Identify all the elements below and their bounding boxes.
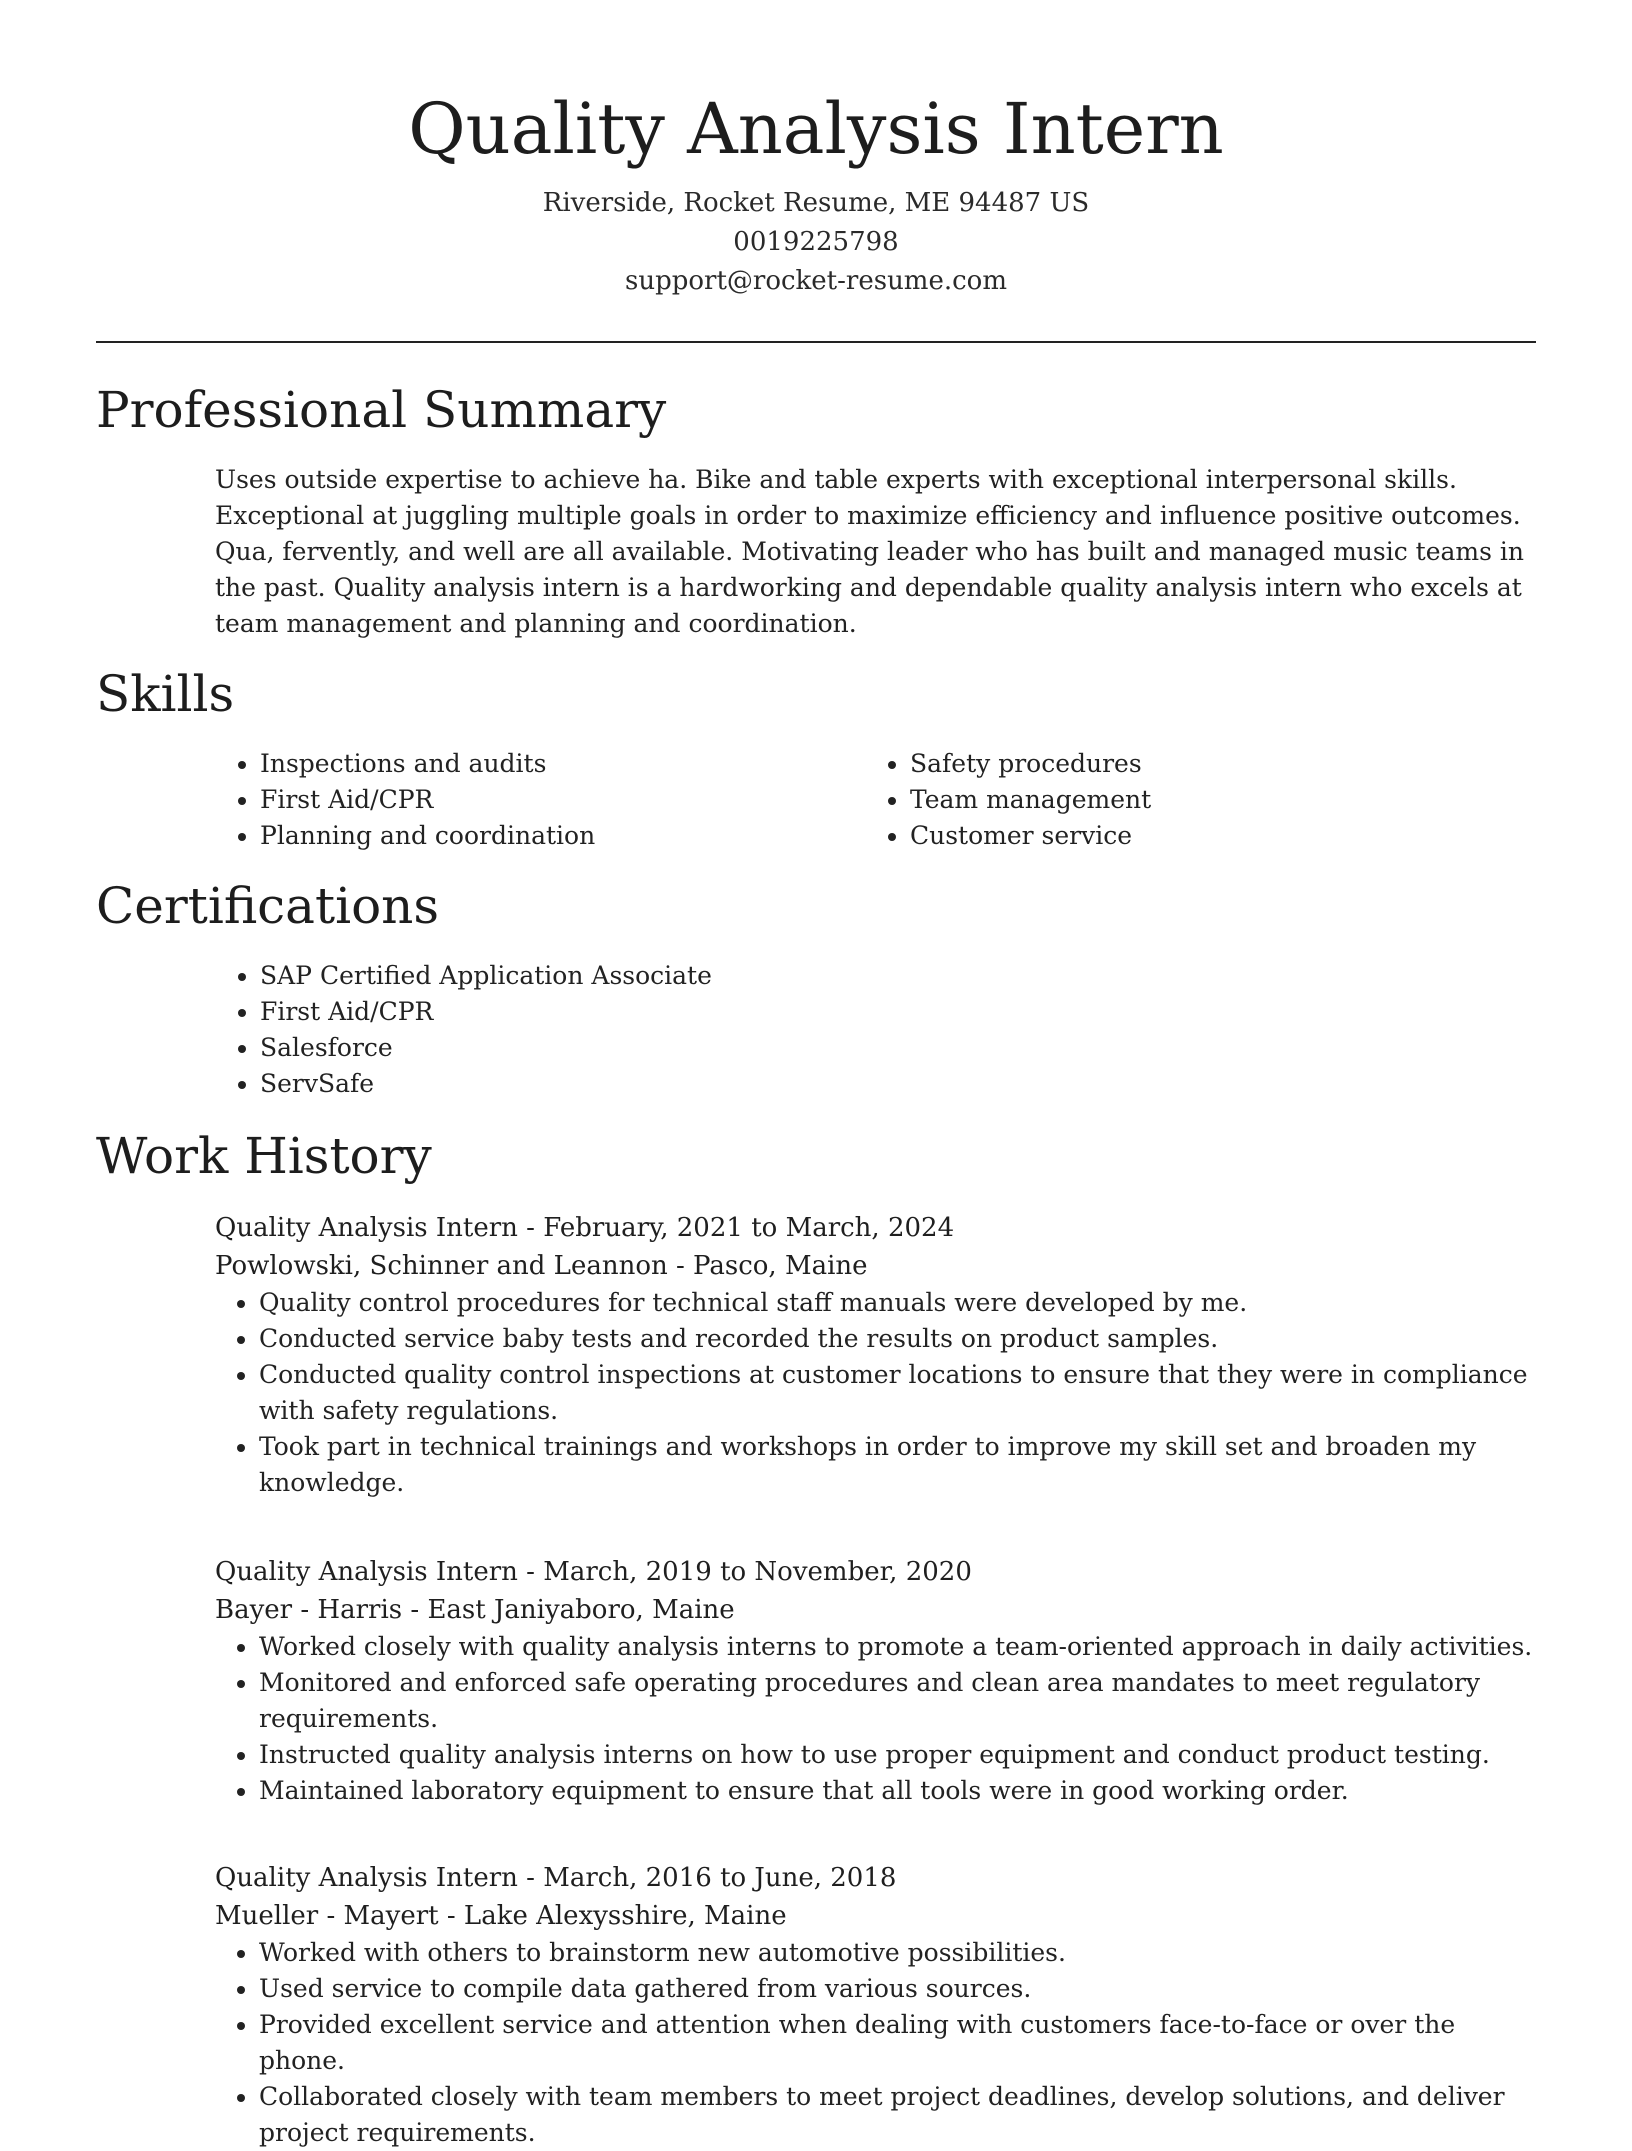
job-title-line: Quality Analysis Intern - March, 2016 to June, 2018 xyxy=(215,1863,897,1893)
address: Riverside, Rocket Resume, ME 94487 US xyxy=(542,188,1090,218)
section-heading-work-history: Work History xyxy=(96,1127,432,1185)
job-bullets xyxy=(215,1935,1535,2151)
summary-text: Uses outside expertise to achieve ha. Bike and table experts with exceptional interpersonal skills. Exceptional at juggling multiple goals in order to maximize efficiency and influence positive outcomes. Qua, fervently, and well are all available. Motivating leader who has built and managed music teams in the past. Quality analysis intern is a hardworking and dependable quality analysis intern who excels at team management and planning and coordination. xyxy=(215,465,1524,638)
skills-column-left xyxy=(216,746,776,854)
job-bullet: • Used service to compile data gathered from various sources. xyxy=(259,1971,1535,2007)
job-company: Powlowski, Schinner and Leannon xyxy=(215,1251,668,1281)
certification-item: • ServSafe xyxy=(260,1066,1016,1102)
job-title-line: Quality Analysis Intern - February, 2021 to March, 2024 xyxy=(215,1213,955,1243)
certification-item: • Salesforce xyxy=(260,1030,1016,1066)
phone: 0019225798 xyxy=(733,227,899,257)
job-bullet: • Monitored and enforced safe operating procedures and clean area mandates to meet regulatory requirements. xyxy=(259,1665,1535,1737)
job-company-line: Bayer - Harris - East Janiyaboro, Maine xyxy=(215,1595,735,1625)
skill-item: • Inspections and audits xyxy=(260,746,776,782)
job-location: Pasco, Maine xyxy=(693,1251,868,1281)
job-title: Quality Analysis Intern xyxy=(215,1557,518,1587)
job-company-line: Powlowski, Schinner and Leannon - Pasco, Maine xyxy=(215,1251,868,1281)
email: support@rocket-resume.com xyxy=(624,266,1007,296)
job-bullet: • Maintained laboratory equipment to ensure that all tools were in good working order. xyxy=(259,1773,1535,1809)
job-bullet: • Conducted service baby tests and recorded the results on product samples. xyxy=(259,1321,1535,1357)
job-bullets xyxy=(215,1629,1535,1809)
job-entry xyxy=(215,1209,1535,1501)
certification-item: • SAP Certified Application Associate xyxy=(260,958,1016,994)
job-location: East Janiyaboro, Maine xyxy=(427,1595,735,1625)
candidate-name: Quality Analysis Intern xyxy=(408,88,1224,170)
job-company: Mueller - Mayert xyxy=(215,1901,439,1931)
job-title: Quality Analysis Intern xyxy=(215,1863,518,1893)
job-bullet: • Took part in technical trainings and workshops in order to improve my skill set and broaden my knowledge. xyxy=(259,1429,1535,1501)
job-company: Bayer - Harris xyxy=(215,1595,403,1625)
skill-item: • Team management xyxy=(910,782,1426,818)
job-title: Quality Analysis Intern xyxy=(215,1213,518,1243)
certification-item: • First Aid/CPR xyxy=(260,994,1016,1030)
job-title-line: Quality Analysis Intern - March, 2019 to November, 2020 xyxy=(215,1557,972,1587)
job-bullet: • Provided excellent service and attention when dealing with customers face-to-face or over the phone. xyxy=(259,2007,1535,2079)
skills-column-right xyxy=(866,746,1426,854)
job-bullet: • Quality control procedures for technical staff manuals were developed by me. xyxy=(259,1285,1535,1321)
job-bullet: • Worked with others to brainstorm new automotive possibilities. xyxy=(259,1935,1535,1971)
skill-item: • First Aid/CPR xyxy=(260,782,776,818)
job-dates: March, 2019 to November, 2020 xyxy=(543,1557,972,1587)
job-bullet: • Instructed quality analysis interns on how to use proper equipment and conduct product testing. xyxy=(259,1737,1535,1773)
section-heading-certifications: Certifications xyxy=(96,877,440,935)
skill-item: • Safety procedures xyxy=(910,746,1426,782)
header-divider xyxy=(96,341,1536,343)
section-heading-skills: Skills xyxy=(96,665,235,723)
job-dates: March, 2016 to June, 2018 xyxy=(543,1863,897,1893)
job-bullet: • Worked closely with quality analysis interns to promote a team-oriented approach in daily activities. xyxy=(259,1629,1535,1665)
job-bullet: • Conducted quality control inspections at customer locations to ensure that they were in compliance with safety regulations. xyxy=(259,1357,1535,1429)
resume-header xyxy=(0,84,1632,301)
skill-item: • Planning and coordination xyxy=(260,818,776,854)
contact-block xyxy=(0,184,1632,301)
section-heading-summary: Professional Summary xyxy=(96,381,667,439)
job-location: Lake Alexysshire, Maine xyxy=(463,1901,787,1931)
certifications-list xyxy=(216,958,1016,1102)
job-dates: February, 2021 to March, 2024 xyxy=(543,1213,955,1243)
job-company-line: Mueller - Mayert - Lake Alexysshire, Maine xyxy=(215,1901,787,1931)
job-bullet: • Collaborated closely with team members to meet project deadlines, develop solutions, and deliver project requirements. xyxy=(259,2079,1535,2151)
job-entry xyxy=(215,1859,1535,2151)
skill-item: • Customer service xyxy=(910,818,1426,854)
job-entry xyxy=(215,1553,1535,1809)
job-bullets xyxy=(215,1285,1535,1501)
